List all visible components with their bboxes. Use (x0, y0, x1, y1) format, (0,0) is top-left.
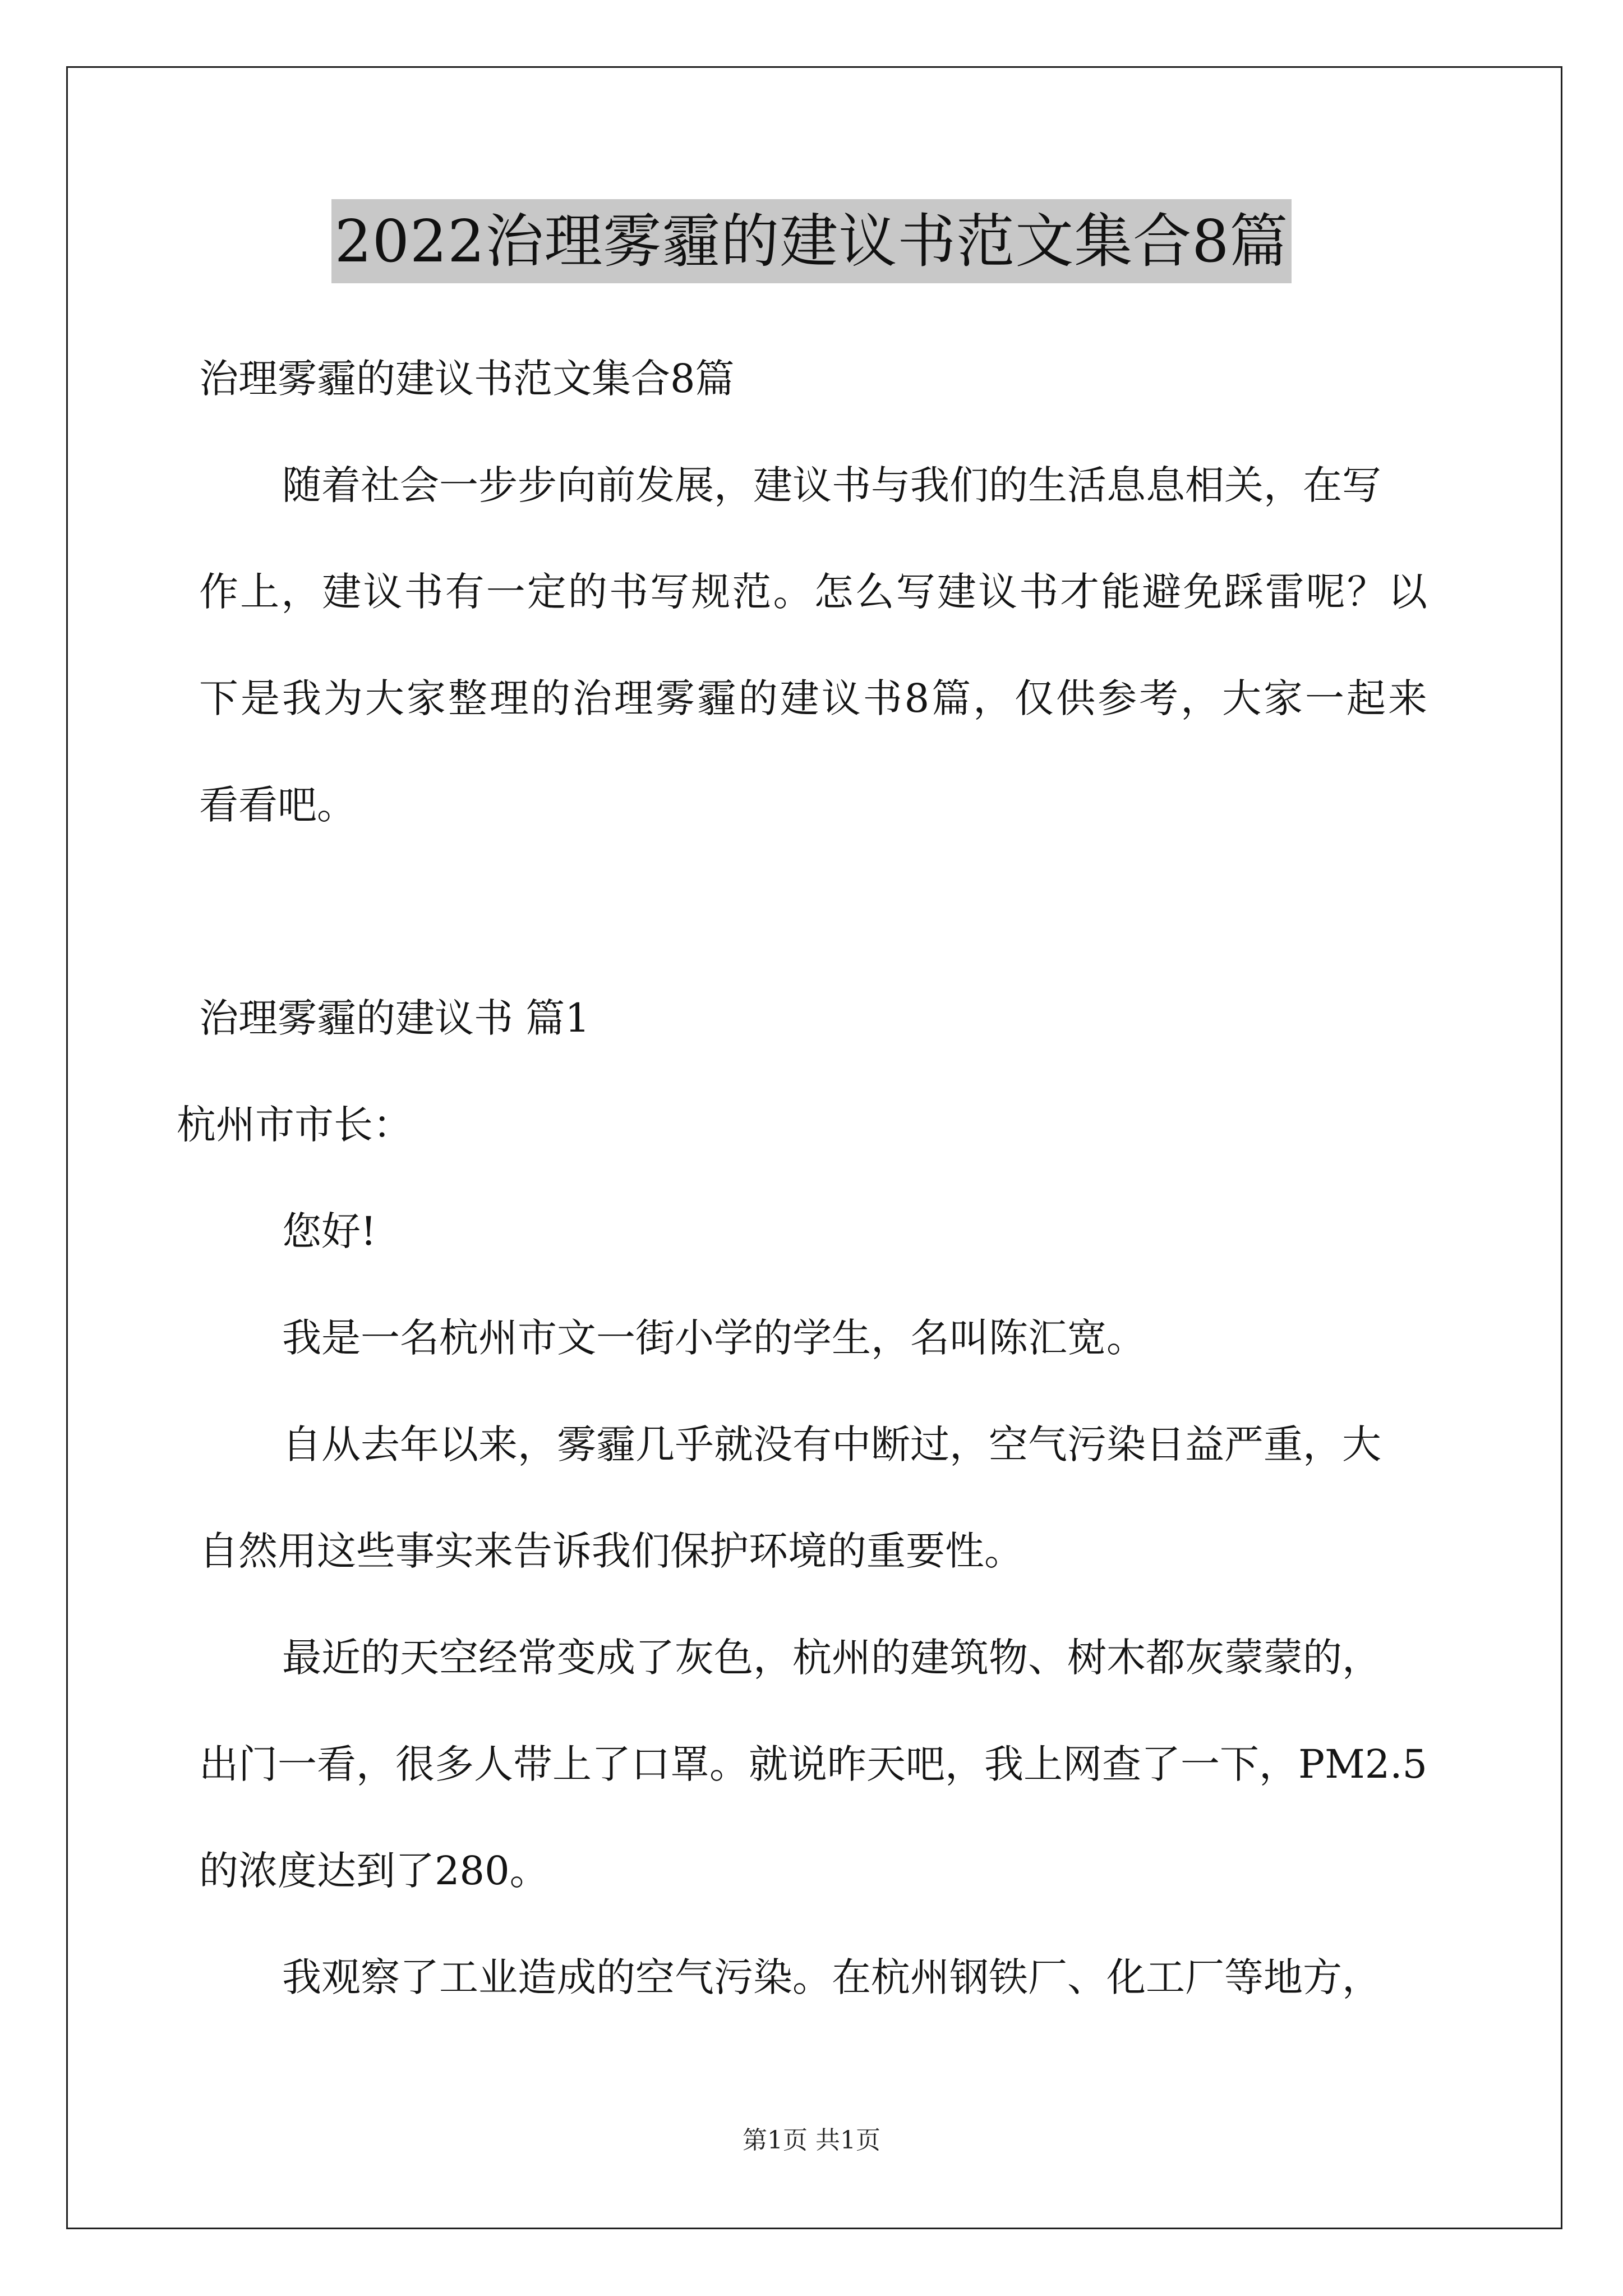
body-line-3: 自然用这些事实来告诉我们保护环境的重要性。 (199, 1528, 1023, 1574)
intro-line-3: 下是我为大家整理的治理雾霾的建议书8篇，仅供参考，大家一起来 (199, 675, 1427, 721)
subtitle-line: 治理雾霾的建议书范文集合8篇 (199, 356, 735, 402)
intro-line-4: 看看吧。 (199, 782, 356, 828)
greeting-line: 您好! (282, 1208, 377, 1254)
title-wrap (0, 199, 1623, 283)
body-line-4: 最近的天空经常变成了灰色，杭州的建筑物、树木都灰蒙蒙的， (282, 1635, 1381, 1681)
document-title: 2022治理雾霾的建议书范文集合8篇 (331, 199, 1292, 283)
body-line-2: 自从去年以来，雾霾几乎就没有中断过，空气污染日益严重，大 (282, 1421, 1381, 1467)
body-line-5: 出门一看，很多人带上了口罩。就说昨天吧，我上网查了一下，PM2.5 (199, 1741, 1428, 1787)
salutation-line: 杭州市市长： (177, 1102, 412, 1148)
body-line-7: 我观察了工业造成的空气污染。在杭州钢铁厂、化工厂等地方， (282, 1954, 1381, 2000)
section-heading: 治理雾霾的建议书 篇1 (199, 995, 590, 1041)
body-line-6: 的浓度达到了280。 (199, 1848, 549, 1894)
intro-line-2: 作上，建议书有一定的书写规范。怎么写建议书才能避免踩雷呢？以 (199, 569, 1427, 615)
intro-line-1: 随着社会一步步向前发展，建议书与我们的生活息息相关，在写 (282, 462, 1381, 508)
page-footer: 第1页 共1页 (743, 2126, 880, 2155)
body-line-1: 我是一名杭州市文一街小学的学生，名叫陈汇宽。 (282, 1315, 1146, 1361)
